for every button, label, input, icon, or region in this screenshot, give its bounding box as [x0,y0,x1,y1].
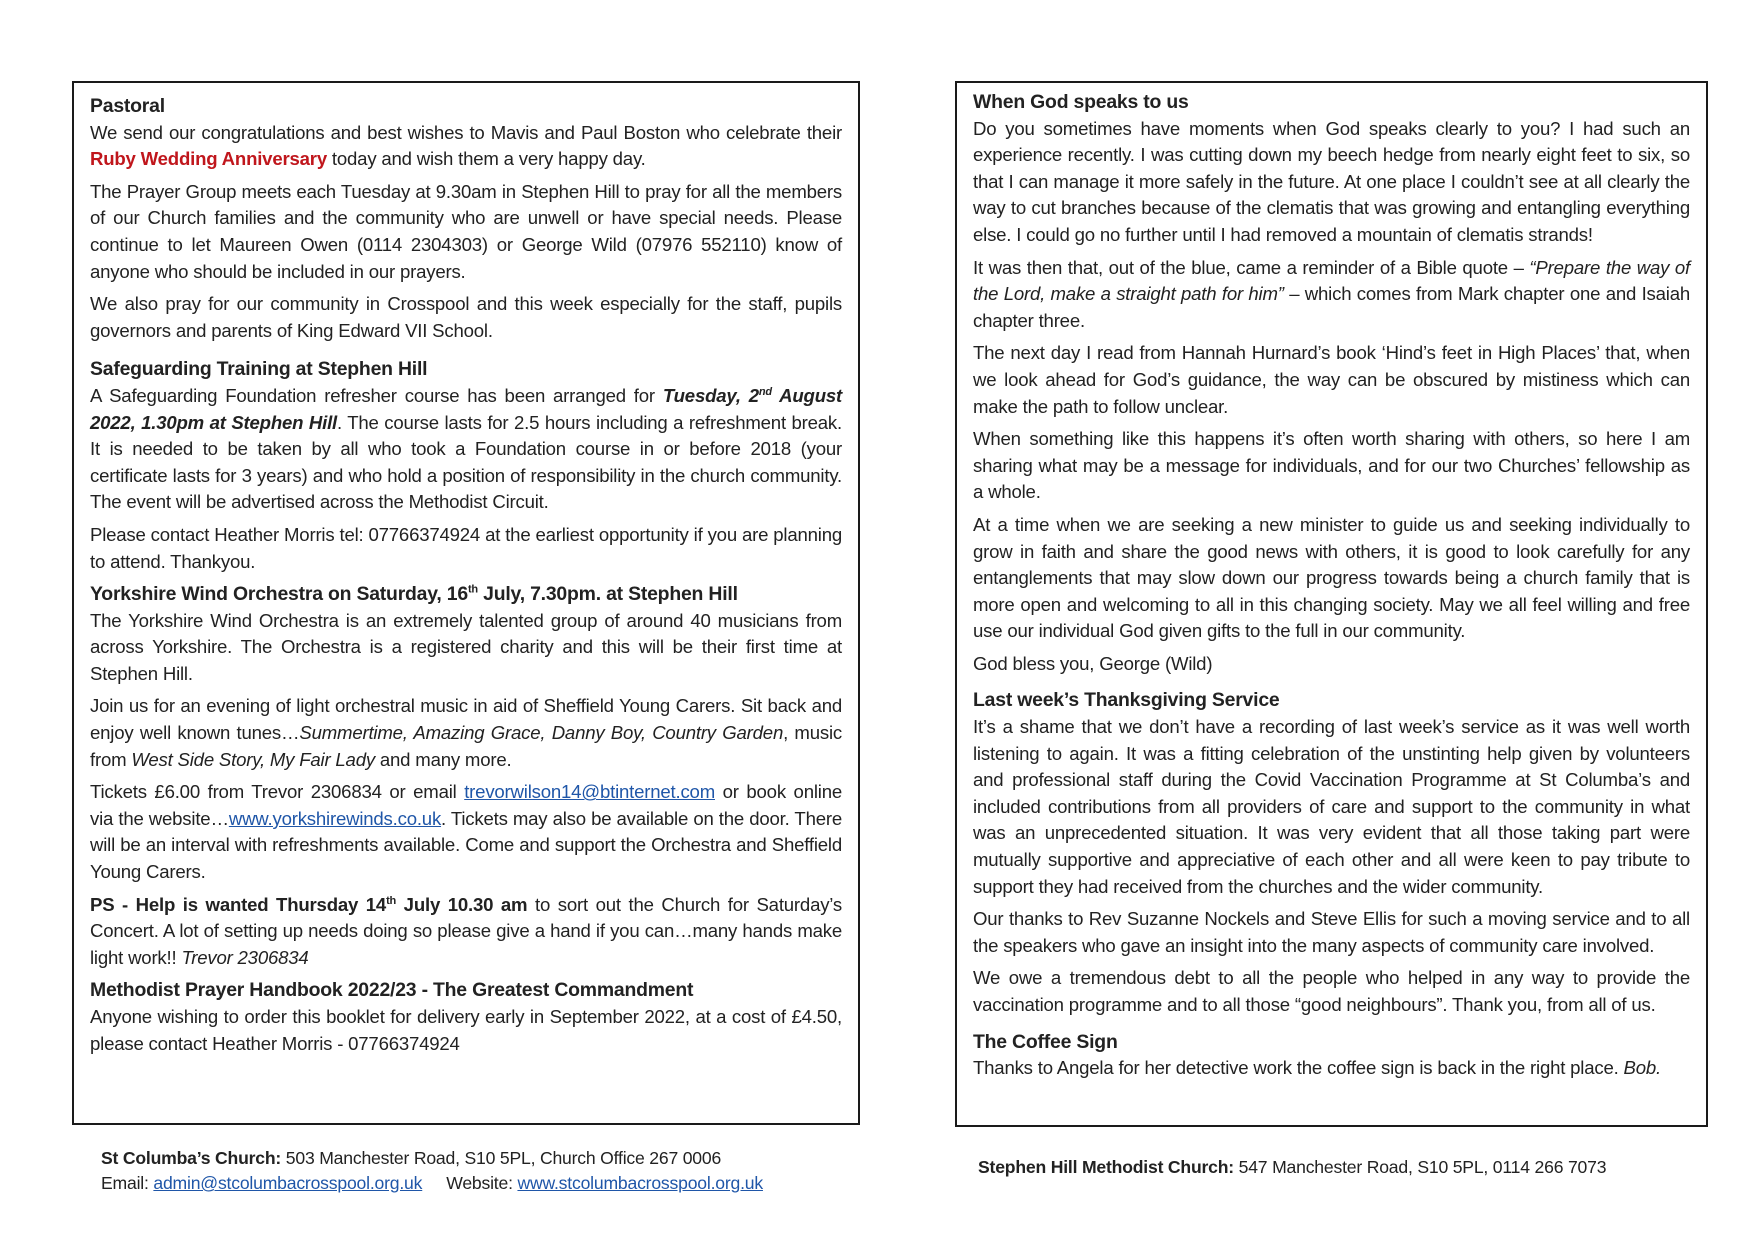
st-columba-contact-line: Email: admin@stcolumbacrosspool.org.uk Website: www.stcolumbacrosspool.org.uk [101,1173,763,1193]
god-speaks-paragraph-1: Do you sometimes have moments when God speaks clearly to you? I had such an experience recently. I was cutting down my beech hedge from nearly eight feet to six, so that I can manage it more safely in the future. At one place I couldn’t see at all clearly the way to cut branches because of the clematis that was growing and entangling everything else. I could go no further until I had removed a mountain of clematis strands! [973,117,1690,245]
pastoral-paragraph-3: We also pray for our community in Crosspool and this week especially for the staff, pupils governors and parents of King Edward VII School. [90,293,842,341]
handbook-section [90,977,842,1057]
pastoral-paragraph-1: We send our congratulations and best wishes to Mavis and Paul Boston who celebrate their Ruby Wedding Anniversary today and wish them a very happy day. [90,121,842,170]
right-newsletter-panel [955,81,1708,1127]
coffee-heading: The Coffee Sign [973,1030,1118,1053]
yorkshirewinds-website-link[interactable]: www.yorkshirewinds.co.uk [228,807,442,829]
orchestra-section [90,581,842,971]
pastoral-paragraph-2: The Prayer Group meets each Tuesday at 9.30am in Stephen Hill to pray for all the members of our Church families and the community who are unwell or have special needs. Please continue to let Maureen Owen (0114 2304303) or George Wild (07976 552110) know of anyone who should be included in our prayers. [90,180,842,282]
thanksgiving-section [973,687,1690,1018]
safeguarding-paragraph-2: Please contact Heather Morris tel: 07766374924 at the earliest opportunity if you are planning to attend. Thankyou. [90,523,842,572]
orchestra-ps-paragraph: PS - Help is wanted Thursday 14th July 10.30 am to sort out the Church for Saturday’s Concert. A lot of setting up needs doing so please give a hand if you can…many hands make light work!! Trevor 2306834 [90,893,842,968]
orchestra-paragraph-2: Join us for an evening of light orchestral music in aid of Sheffield Young Carers. Sit back and enjoy well known tunes…Summertime, Amazing Grace, Danny Boy, Country Garden, music from West Side Story, My Fair Lady and many more. [90,695,842,770]
coffee-section [973,1029,1690,1082]
left-newsletter-panel [72,81,860,1125]
god-speaks-paragraph-5: At a time when we are seeking a new minister to guide us and seeking individually to grow in faith and share the good news with others, it is good to look carefully for any entanglements that may slow down our progress towards being a church family that is more open and welcoming to all in this changing society. May we all feel willing and free use our individual God given gifts to the full in our community. [973,513,1690,642]
pastoral-heading: Pastoral [90,95,165,117]
orchestra-heading: Yorkshire Wind Orchestra on Saturday, 16th July, 7.30pm. at Stephen Hill [90,583,738,606]
god-speaks-paragraph-4: When something like this happens it’s often worth sharing with others, so here I am sharing what may be a message for individuals, and for our two Churches’ fellowship as a whole. [973,428,1690,503]
thanksgiving-paragraph-1: It’s a shame that we don’t have a recording of last week’s service as it was well worth listening to again. It was a fitting celebration of the unstinting help given by volunteers and professional staff during the Covid Vaccination Programme at St Columba’s and included contributions from all providers of care and support to the community in what was an unprecedented situation. It was very evident that all those taking part were mutually supportive and appreciative of each other and all were keen to pay tribute to support they had received from the churches and the wider community. [973,716,1690,897]
coffee-paragraph: Thanks to Angela for her detective work the coffee sign is back in the right place. Bob. [973,1057,1661,1079]
stephen-hill-address-line: Stephen Hill Methodist Church: 547 Manchester Road, S10 5PL, 0114 266 7073 [978,1157,1607,1177]
god-speaks-paragraph-3: The next day I read from Hannah Hurnard’s book ‘Hind’s feet in High Places’ that, when we look ahead for God’s guidance, the way can be obscured by mistiness which can make the path to follow unclear. [973,342,1690,417]
handbook-heading: Methodist Prayer Handbook 2022/23 - The Greatest Commandment [90,979,694,1002]
orchestra-paragraph-1: The Yorkshire Wind Orchestra is an extremely talented group of around 40 musicians from across Yorkshire. The Orchestra is a registered charity and this will be their first time at Stephen Hill. [90,609,842,684]
thanksgiving-heading: Last week’s Thanksgiving Service [973,689,1280,712]
thanksgiving-paragraph-3: We owe a tremendous debt to all the people who helped in any way to provide the vaccination programme and to all those “good neighbours”. Thank you, from all of us. [973,967,1690,1015]
god-speaks-signoff: God bless you, George (Wild) [973,652,1213,674]
stephen-hill-footer [978,1155,1606,1180]
god-speaks-paragraph-2: It was then that, out of the blue, came a reminder of a Bible quote – “Prepare the way of the Lord, make a straight path for him” – which comes from Mark chapter one and Isaiah chapter three. [973,256,1690,331]
st-columba-address-line: St Columba’s Church: 503 Manchester Road, S10 5PL, Church Office 267 0006 [101,1148,722,1168]
safeguarding-heading: Safeguarding Training at Stephen Hill [90,358,428,381]
handbook-paragraph: Anyone wishing to order this booklet for delivery early in September 2022, at a cost of £4.50, please contact Heather Morris - 07766374924 [90,1006,842,1054]
st-columba-email-link[interactable]: admin@stcolumbacrosspool.org.uk [153,1173,423,1193]
orchestra-tickets-paragraph: Tickets £6.00 from Trevor 2306834 or email trevorwilson14@btinternet.com or book online via the website…www.yorkshirewinds.co.uk. Tickets may also be available on the door. There will be an interval with refreshments available. Come and support the Orchestra and Sheffield Young Carers. [90,781,843,883]
st-columba-footer [101,1146,763,1196]
safeguarding-paragraph-1: A Safeguarding Foundation refresher course has been arranged for Tuesday, 2nd August 2022, 1.30pm at Stephen Hill. The course lasts for 2.5 hours including a refreshment break. It is needed to be taken by all who took a Foundation course in or before 2018 (your certificate lasts for 3 years) and who hold a position of responsibility in the church community. The event will be advertised across the Methodist Circuit. [90,384,842,513]
thanksgiving-paragraph-2: Our thanks to Rev Suzanne Nockels and Steve Ellis for such a moving service and to all the speakers who gave an insight into the many aspects of community care involved. [973,908,1690,956]
safeguarding-section [90,356,842,575]
ruby-wedding-highlight: Ruby Wedding Anniversary [90,148,327,170]
trevor-email-link[interactable]: trevorwilson14@btinternet.com [464,781,715,803]
god-speaks-heading: When God speaks to us [973,91,1189,113]
st-columba-website-link[interactable]: www.stcolumbacrosspool.org.uk [517,1173,763,1193]
